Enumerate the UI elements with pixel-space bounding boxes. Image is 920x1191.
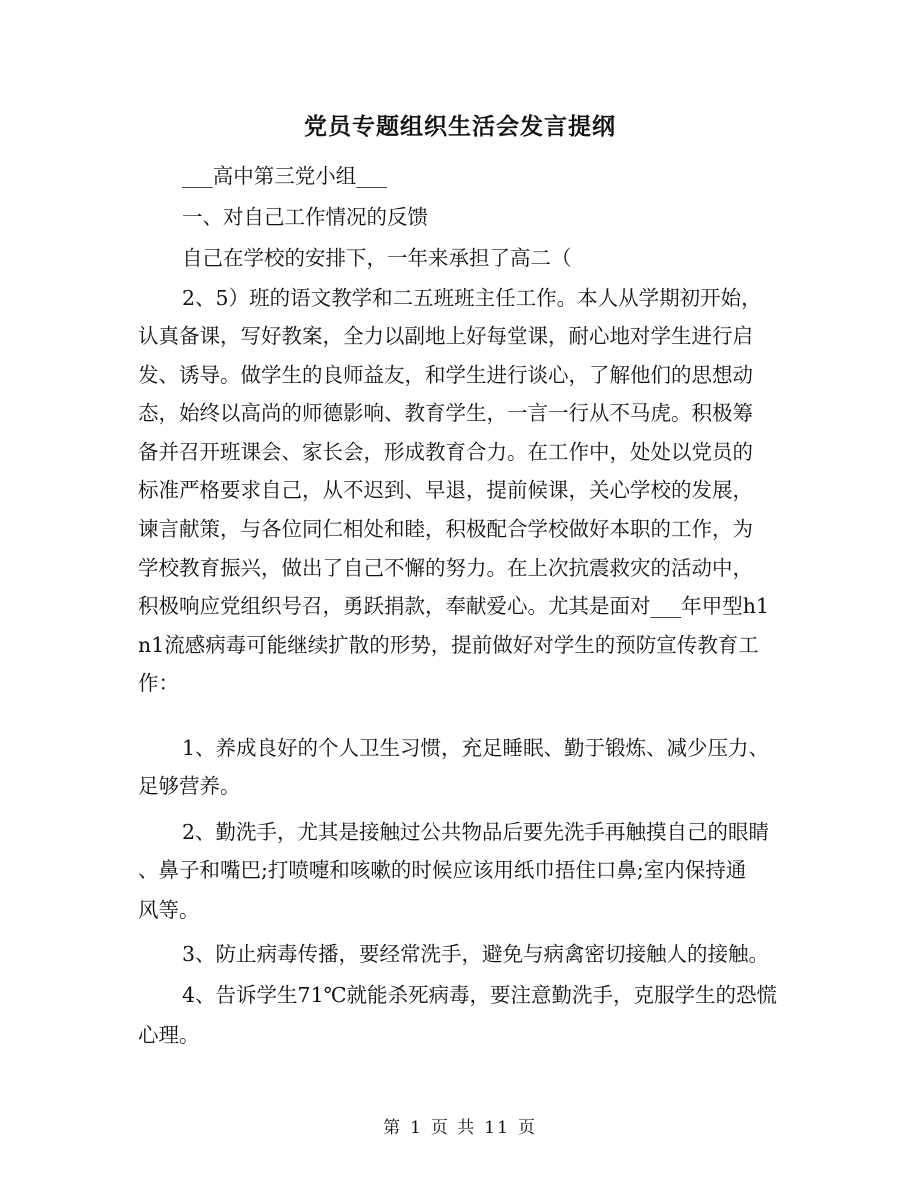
footer-page-number: 1 [410,1118,423,1138]
line-paragraph: 态，始终以高尚的师德影响、教育学生，一言一行从不马虎。积极筹 [138,401,753,425]
document-title: 党员专题组织生活会发言提纲 [304,114,616,140]
line-paragraph: 学校教育振兴，做出了自己不懈的努力。在上次抗震救灾的活动中， [138,556,753,580]
line-paragraph: 作： [138,671,179,695]
footer-label-of: 页 共 [430,1118,477,1138]
line-paragraph: 自己在学校的安排下，一年来承担了高二（ [182,246,572,270]
footer-total-pages: 11 [484,1118,510,1138]
line-paragraph: 备并召开班课会、家长会，形成教育合力。在工作中，处处以党员的 [138,440,753,464]
line-list-item-2-cont: 、鼻子和嘴巴;打喷嚏和咳嗽的时候应该用纸巾捂住口鼻;室内保持通 [138,858,747,882]
line-paragraph: 积极响应党组织号召，勇跃捐款，奉献爱心。尤其是面对___年甲型h1 [138,594,769,618]
footer-label-end: 页 [517,1118,537,1138]
line-list-item-2-cont: 风等。 [138,898,200,922]
line-list-item-3: 3、防止病毒传播，要经常洗手，避免与病禽密切接触人的接触。 [182,942,770,966]
line-list-item-4: 4、告诉学生71℃就能杀死病毒，要注意勤洗手，克服学生的恐慌 [182,983,778,1007]
line-list-item-4-cont: 心理。 [138,1023,200,1047]
line-paragraph: 发、诱导。做学生的良师益友，和学生进行谈心，了解他们的思想动 [138,363,753,387]
line-paragraph: 认真备课，写好教案，全力以副地上好每堂课，耐心地对学生进行启 [138,324,753,348]
line-list-item-2: 2、勤洗手，尤其是接触过公共物品后要先洗手再触摸自己的眼睛 [182,820,770,844]
line-paragraph: 标准严格要求自己，从不迟到、早退，提前候课，关心学校的发展， [138,478,753,502]
line-list-item-1-cont: 足够营养。 [138,774,241,798]
line-section-heading: 一、对自己工作情况的反馈 [182,205,428,229]
line-paragraph: n1流感病毒可能继续扩散的形势，提前做好对学生的预防宣传教育工 [138,633,759,657]
line-list-item-1: 1、养成良好的个人卫生习惯，充足睡眠、勤于锻炼、减少压力、 [182,736,770,760]
line-group-name: ___高中第三党小组___ [182,164,387,188]
line-paragraph: 2、5）班的语文教学和二五班班主任工作。本人从学期初开始， [182,286,762,310]
footer-label-page: 第 [383,1118,403,1138]
line-paragraph: 谏言献策，与各位同仁相处和睦，积极配合学校做好本职的工作，为 [138,517,753,541]
page-footer [0,1113,920,1138]
